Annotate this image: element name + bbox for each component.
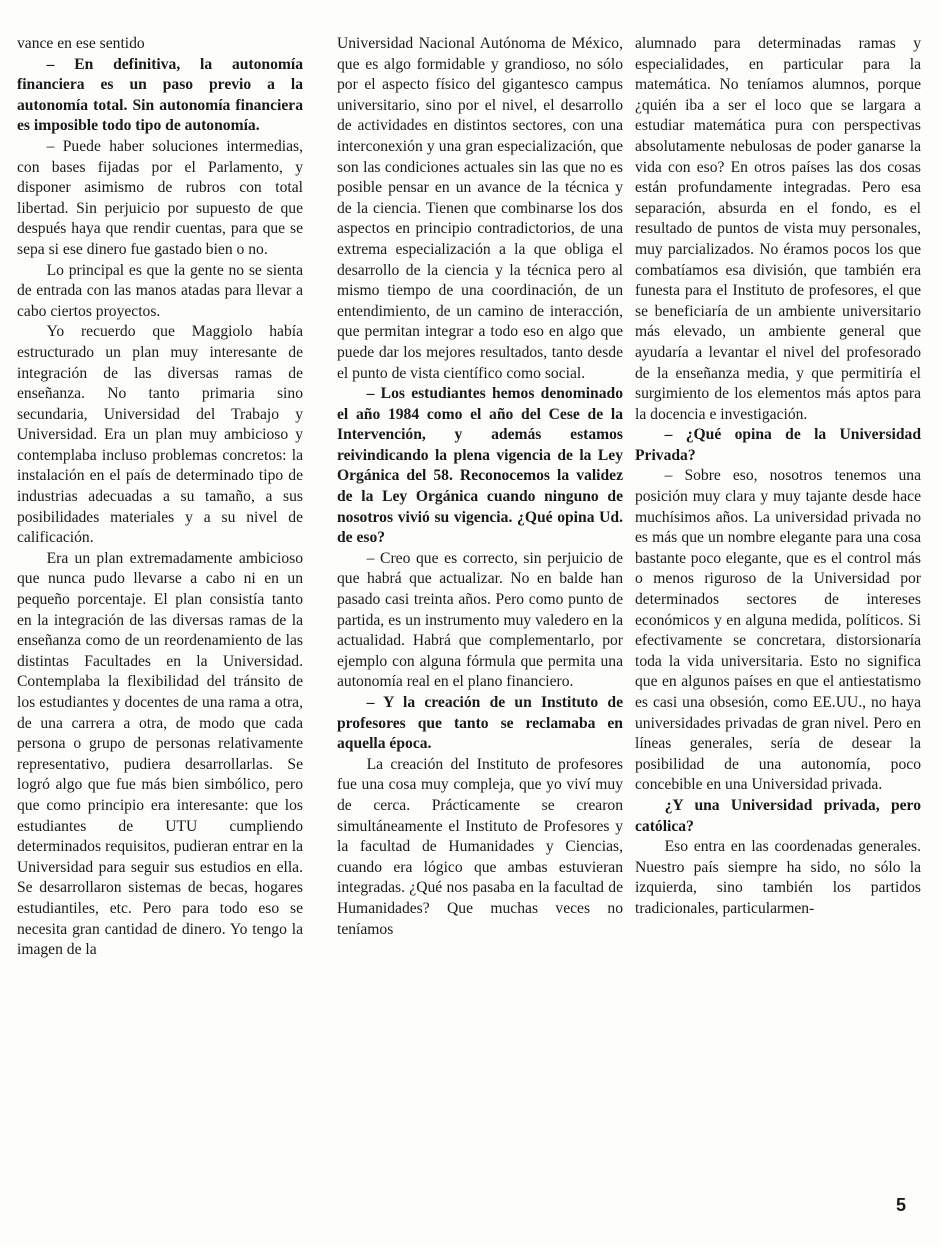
paragraph: alumnado para determinadas ramas y especialidades, en particular para la matemática. No teníamos alumnos, porque ¿quién iba a ser el loco que se largara a estudiar matemática pura con perspectivas absolutamente nebulosas de poder ganarse la vida con eso? En otros países las dos cosas están profundamente integradas. Pero esa separación, absurda en el fondo, es el resultado de puntos de vista muy personales, muy parcializados. No éramos pocos los que combatíamos esa división, que también era funesta para el Instituto de profesores, el que se beneficiaría de un ambiente universitario más elevado, un ambiente general que ayudaría a levantar el nivel del profesorado de la enseñanza media, y que permitiría el surgimiento de los elementos más aptos para la docencia e investigación. [635, 35, 921, 423]
paragraph: vance en ese sentido [17, 35, 145, 52]
page-number: 5 [895, 1195, 906, 1215]
paragraph: – Puede haber soluciones intermedias, con bases fijadas por el Parlamento, y disponer asimismo de rubros con total libertad. Sin perjuicio por supuesto de que después haya que rendir cuentas, para que se sepa si ese dinero fue gastado bien o no. [17, 137, 303, 258]
interview-question: – Los estudiantes hemos denominado el año 1984 como el año del Cese de la Intervención, y además estamos reivindicando la plena vigencia de la Ley Orgánica del 58. Reconocemos la validez de la Ley Orgánica cuando ninguno de nosotros vivió su vigencia. ¿Qué opina Ud. de eso? [337, 385, 623, 547]
paragraph: La creación del Instituto de profesores fue una cosa muy compleja, que yo viví muy de cerca. Prácticamente se crearon simultáneamente el Instituto de Profesores y la facultad de Humanidades y Ciencias, cuando era lógico que ambas estuvieran integradas. ¿Qué nos pasaba en la facultad de Humanidades? Que muchas veces no teníamos [337, 755, 623, 938]
interview-question: – ¿Qué opina de la Universidad Privada? [635, 426, 921, 464]
interview-question: ¿Y una Universidad privada, pero católica? [635, 796, 921, 835]
paragraph: Lo principal es que la gente no se sienta de entrada con las manos atadas para llevar a cabo ciertos proyectos. [17, 261, 303, 320]
interview-question: – Y la creación de un Instituto de profesores que tanto se reclamaba en aquella época. [337, 694, 623, 753]
paragraph: – Sobre eso, nosotros tenemos una posición muy clara y muy tajante desde hace muchísimos años. La universidad privada no es más que un nombre elegante para una cosa bastante poco elegante, que es el control más o menos riguroso de la Universidad por determinados sectores de intereses económicos y en alguna medida, políticos. Si efectivamente se concretara, distorsionaría toda la vida universitaria. Esto no significa que en algunos países en que el antiestatismo es casi una obsesión, como EE.UU., no haya universidades privadas de gran nivel. Pero en líneas generales, sería de desear la posibilidad de una autonomía, poco concebible en una Universidad privada. [635, 467, 921, 794]
text-column-3 [635, 34, 921, 920]
paragraph: Universidad Nacional Autónoma de México, que es algo formidable y grandioso, no sólo por el aspecto físico del gigantesco campus universitario, sino por el nivel, el desarrollo de actividades en distintos sectores, con una interconexión y una gran especialización, que son las condiciones actuales sin las que no es posible pensar en un avance de la técnica y de la ciencia. Tienen que combinarse los dos aspectos en principio contradictorios, de una extrema especialización a la que obliga el desarrollo de la ciencia y la técnica pero al mismo tiempo de una coordinación, de un entendimiento, de un camino de interacción, que permitan integrar a todo eso en algo que puede dar los mejores resultados, tanto desde el punto de vista científico como social. [337, 35, 623, 382]
text-column-2 [337, 34, 623, 940]
paragraph: Era un plan extremadamente ambicioso que nunca pudo llevarse a cabo ni en un pequeño porcentaje. El plan consistía tanto en la integración de las diversas ramas de la enseñanza como de un reordenamiento de las distintas Facultades en la Universidad. Contemplaba la flexibilidad del tránsito de los estudiantes y docentes de una rama a otra, de una carrera a otra, de modo que cada persona o grupo de personas relativamente representativo, pudiera desarrollarlas. Se logró algo que fue más bien simbólico, pero que como principio era interesante: que los estudiantes de UTU cumpliendo determinados requisitos, pudieran entrar en la Universidad para seguir sus estudios en ella. Se desarrollaron sistemas de becas, hogares estudiantiles, etc. Pero para todo eso se necesita gran cantidad de dinero. Yo tengo la imagen de la [17, 549, 303, 959]
text-column-1 [17, 34, 303, 961]
interview-question: – En definitiva, la autonomía financiera es un paso previo a la autonomía total. Sin autonomía financiera es imposible todo tipo de autonomía. [17, 55, 303, 135]
paragraph: Eso entra en las coordenadas generales. Nuestro país siempre ha sido, no sólo la izquierda, sino también los partidos tradicionales, particularmen- [635, 838, 921, 917]
paragraph: Yo recuerdo que Maggiolo había estructurado un plan muy interesante de integración de las diversas ramas de enseñanza. No tanto primaria sino secundaria, Universidad del Trabajo y Universidad. Era un plan muy ambicioso y contemplaba incluso problemas concretos: la instalación en el país de determinado tipo de industrias adecuadas a su tamaño, a sus posibilidades materiales y a su nivel de calificación. [17, 323, 303, 547]
paragraph: – Creo que es correcto, sin perjuicio de que habrá que actualizar. No en balde han pasado casi treinta años. Pero como punto de partida, es un instrumento muy valedero en la actualidad. Habrá que complementarlo, por ejemplo con alguna fórmula que permita una autonomía real en el plano financiero. [337, 549, 623, 691]
